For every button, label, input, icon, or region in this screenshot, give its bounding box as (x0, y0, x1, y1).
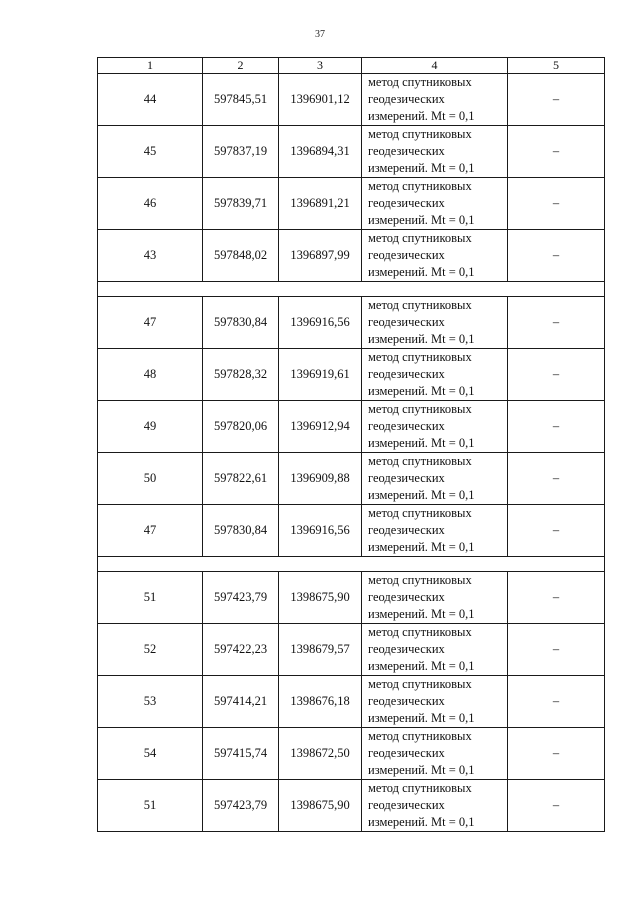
method-line: измерений. Mt = 0,1 (368, 384, 475, 398)
method-line: геодезических (368, 746, 445, 760)
method-line: измерений. Mt = 0,1 (368, 109, 475, 123)
note-cell: – (508, 728, 605, 780)
method-cell (362, 453, 508, 505)
note-cell: – (508, 178, 605, 230)
table-row (98, 349, 605, 401)
y-coordinate-cell: 1396891,21 (279, 178, 362, 230)
block-separator-row (98, 282, 605, 297)
method-line: геодезических (368, 196, 445, 210)
table-row (98, 453, 605, 505)
table-row (98, 126, 605, 178)
y-coordinate-cell: 1396919,61 (279, 349, 362, 401)
note-cell: – (508, 453, 605, 505)
method-line: геодезических (368, 419, 445, 433)
table-header-row (98, 58, 605, 74)
column-header-2: 2 (203, 58, 279, 74)
method-cell (362, 297, 508, 349)
table-row (98, 572, 605, 624)
method-line: измерений. Mt = 0,1 (368, 436, 475, 450)
method-line: измерений. Mt = 0,1 (368, 659, 475, 673)
y-coordinate-cell: 1398676,18 (279, 676, 362, 728)
block-separator-cell (98, 557, 605, 572)
method-line: геодезических (368, 694, 445, 708)
y-coordinate-cell: 1396894,31 (279, 126, 362, 178)
method-line: метод спутниковых (368, 729, 472, 743)
method-line: метод спутниковых (368, 298, 472, 312)
method-line: геодезических (368, 798, 445, 812)
point-number-cell: 49 (98, 401, 203, 453)
point-number-cell: 51 (98, 780, 203, 832)
point-number-cell: 50 (98, 453, 203, 505)
column-header-5: 5 (508, 58, 605, 74)
method-line: метод спутниковых (368, 179, 472, 193)
method-line: метод спутниковых (368, 454, 472, 468)
table-row (98, 230, 605, 282)
y-coordinate-cell: 1398675,90 (279, 780, 362, 832)
table-body (98, 58, 605, 832)
method-line: метод спутниковых (368, 677, 472, 691)
point-number-cell: 47 (98, 297, 203, 349)
method-cell (362, 349, 508, 401)
y-coordinate-cell: 1396916,56 (279, 297, 362, 349)
x-coordinate-cell: 597837,19 (203, 126, 279, 178)
method-line: метод спутниковых (368, 127, 472, 141)
method-cell (362, 676, 508, 728)
x-coordinate-cell: 597845,51 (203, 74, 279, 126)
method-line: метод спутниковых (368, 75, 472, 89)
method-cell (362, 178, 508, 230)
method-line: метод спутниковых (368, 506, 472, 520)
method-cell (362, 230, 508, 282)
y-coordinate-cell: 1396897,99 (279, 230, 362, 282)
method-line: измерений. Mt = 0,1 (368, 161, 475, 175)
table-row (98, 505, 605, 557)
column-header-3: 3 (279, 58, 362, 74)
method-cell (362, 401, 508, 453)
x-coordinate-cell: 597414,21 (203, 676, 279, 728)
y-coordinate-cell: 1396901,12 (279, 74, 362, 126)
x-coordinate-cell: 597422,23 (203, 624, 279, 676)
method-cell (362, 728, 508, 780)
point-number-cell: 45 (98, 126, 203, 178)
method-line: метод спутниковых (368, 402, 472, 416)
column-header-1: 1 (98, 58, 203, 74)
coordinates-table (97, 57, 605, 832)
point-number-cell: 52 (98, 624, 203, 676)
x-coordinate-cell: 597415,74 (203, 728, 279, 780)
note-cell: – (508, 572, 605, 624)
point-number-cell: 43 (98, 230, 203, 282)
method-line: геодезических (368, 92, 445, 106)
note-cell: – (508, 676, 605, 728)
table-row (98, 728, 605, 780)
method-line: геодезических (368, 590, 445, 604)
method-line: геодезических (368, 144, 445, 158)
method-line: геодезических (368, 367, 445, 381)
point-number-cell: 44 (98, 74, 203, 126)
note-cell: – (508, 126, 605, 178)
table-row (98, 624, 605, 676)
method-line: геодезических (368, 642, 445, 656)
note-cell: – (508, 401, 605, 453)
y-coordinate-cell: 1398672,50 (279, 728, 362, 780)
x-coordinate-cell: 597828,32 (203, 349, 279, 401)
method-line: измерений. Mt = 0,1 (368, 540, 475, 554)
block-separator-row (98, 557, 605, 572)
point-number-cell: 53 (98, 676, 203, 728)
method-line: метод спутниковых (368, 625, 472, 639)
method-line: геодезических (368, 471, 445, 485)
x-coordinate-cell: 597830,84 (203, 297, 279, 349)
x-coordinate-cell: 597839,71 (203, 178, 279, 230)
x-coordinate-cell: 597423,79 (203, 780, 279, 832)
y-coordinate-cell: 1398679,57 (279, 624, 362, 676)
table-row (98, 401, 605, 453)
point-number-cell: 51 (98, 572, 203, 624)
method-line: геодезических (368, 248, 445, 262)
point-number-cell: 46 (98, 178, 203, 230)
note-cell: – (508, 297, 605, 349)
table-row (98, 74, 605, 126)
method-line: метод спутниковых (368, 231, 472, 245)
method-cell (362, 624, 508, 676)
y-coordinate-cell: 1396916,56 (279, 505, 362, 557)
note-cell: – (508, 780, 605, 832)
method-cell (362, 572, 508, 624)
note-cell: – (508, 505, 605, 557)
method-cell (362, 126, 508, 178)
method-line: метод спутниковых (368, 781, 472, 795)
point-number-cell: 47 (98, 505, 203, 557)
table-row (98, 780, 605, 832)
point-number-cell: 48 (98, 349, 203, 401)
method-line: метод спутниковых (368, 573, 472, 587)
method-line: измерений. Mt = 0,1 (368, 763, 475, 777)
point-number-cell: 54 (98, 728, 203, 780)
method-cell (362, 74, 508, 126)
x-coordinate-cell: 597822,61 (203, 453, 279, 505)
y-coordinate-cell: 1398675,90 (279, 572, 362, 624)
y-coordinate-cell: 1396909,88 (279, 453, 362, 505)
method-line: измерений. Mt = 0,1 (368, 488, 475, 502)
column-header-4: 4 (362, 58, 508, 74)
method-line: измерений. Mt = 0,1 (368, 265, 475, 279)
table-row (98, 676, 605, 728)
method-line: измерений. Mt = 0,1 (368, 213, 475, 227)
note-cell: – (508, 349, 605, 401)
method-line: измерений. Mt = 0,1 (368, 711, 475, 725)
method-line: геодезических (368, 523, 445, 537)
table-row (98, 178, 605, 230)
method-cell (362, 780, 508, 832)
method-line: метод спутниковых (368, 350, 472, 364)
method-cell (362, 505, 508, 557)
page-number: 37 (315, 29, 325, 40)
note-cell: – (508, 74, 605, 126)
note-cell: – (508, 624, 605, 676)
method-line: измерений. Mt = 0,1 (368, 607, 475, 621)
x-coordinate-cell: 597820,06 (203, 401, 279, 453)
x-coordinate-cell: 597423,79 (203, 572, 279, 624)
x-coordinate-cell: 597830,84 (203, 505, 279, 557)
x-coordinate-cell: 597848,02 (203, 230, 279, 282)
block-separator-cell (98, 282, 605, 297)
method-line: геодезических (368, 315, 445, 329)
method-line: измерений. Mt = 0,1 (368, 815, 475, 829)
y-coordinate-cell: 1396912,94 (279, 401, 362, 453)
note-cell: – (508, 230, 605, 282)
method-line: измерений. Mt = 0,1 (368, 332, 475, 346)
table-row (98, 297, 605, 349)
